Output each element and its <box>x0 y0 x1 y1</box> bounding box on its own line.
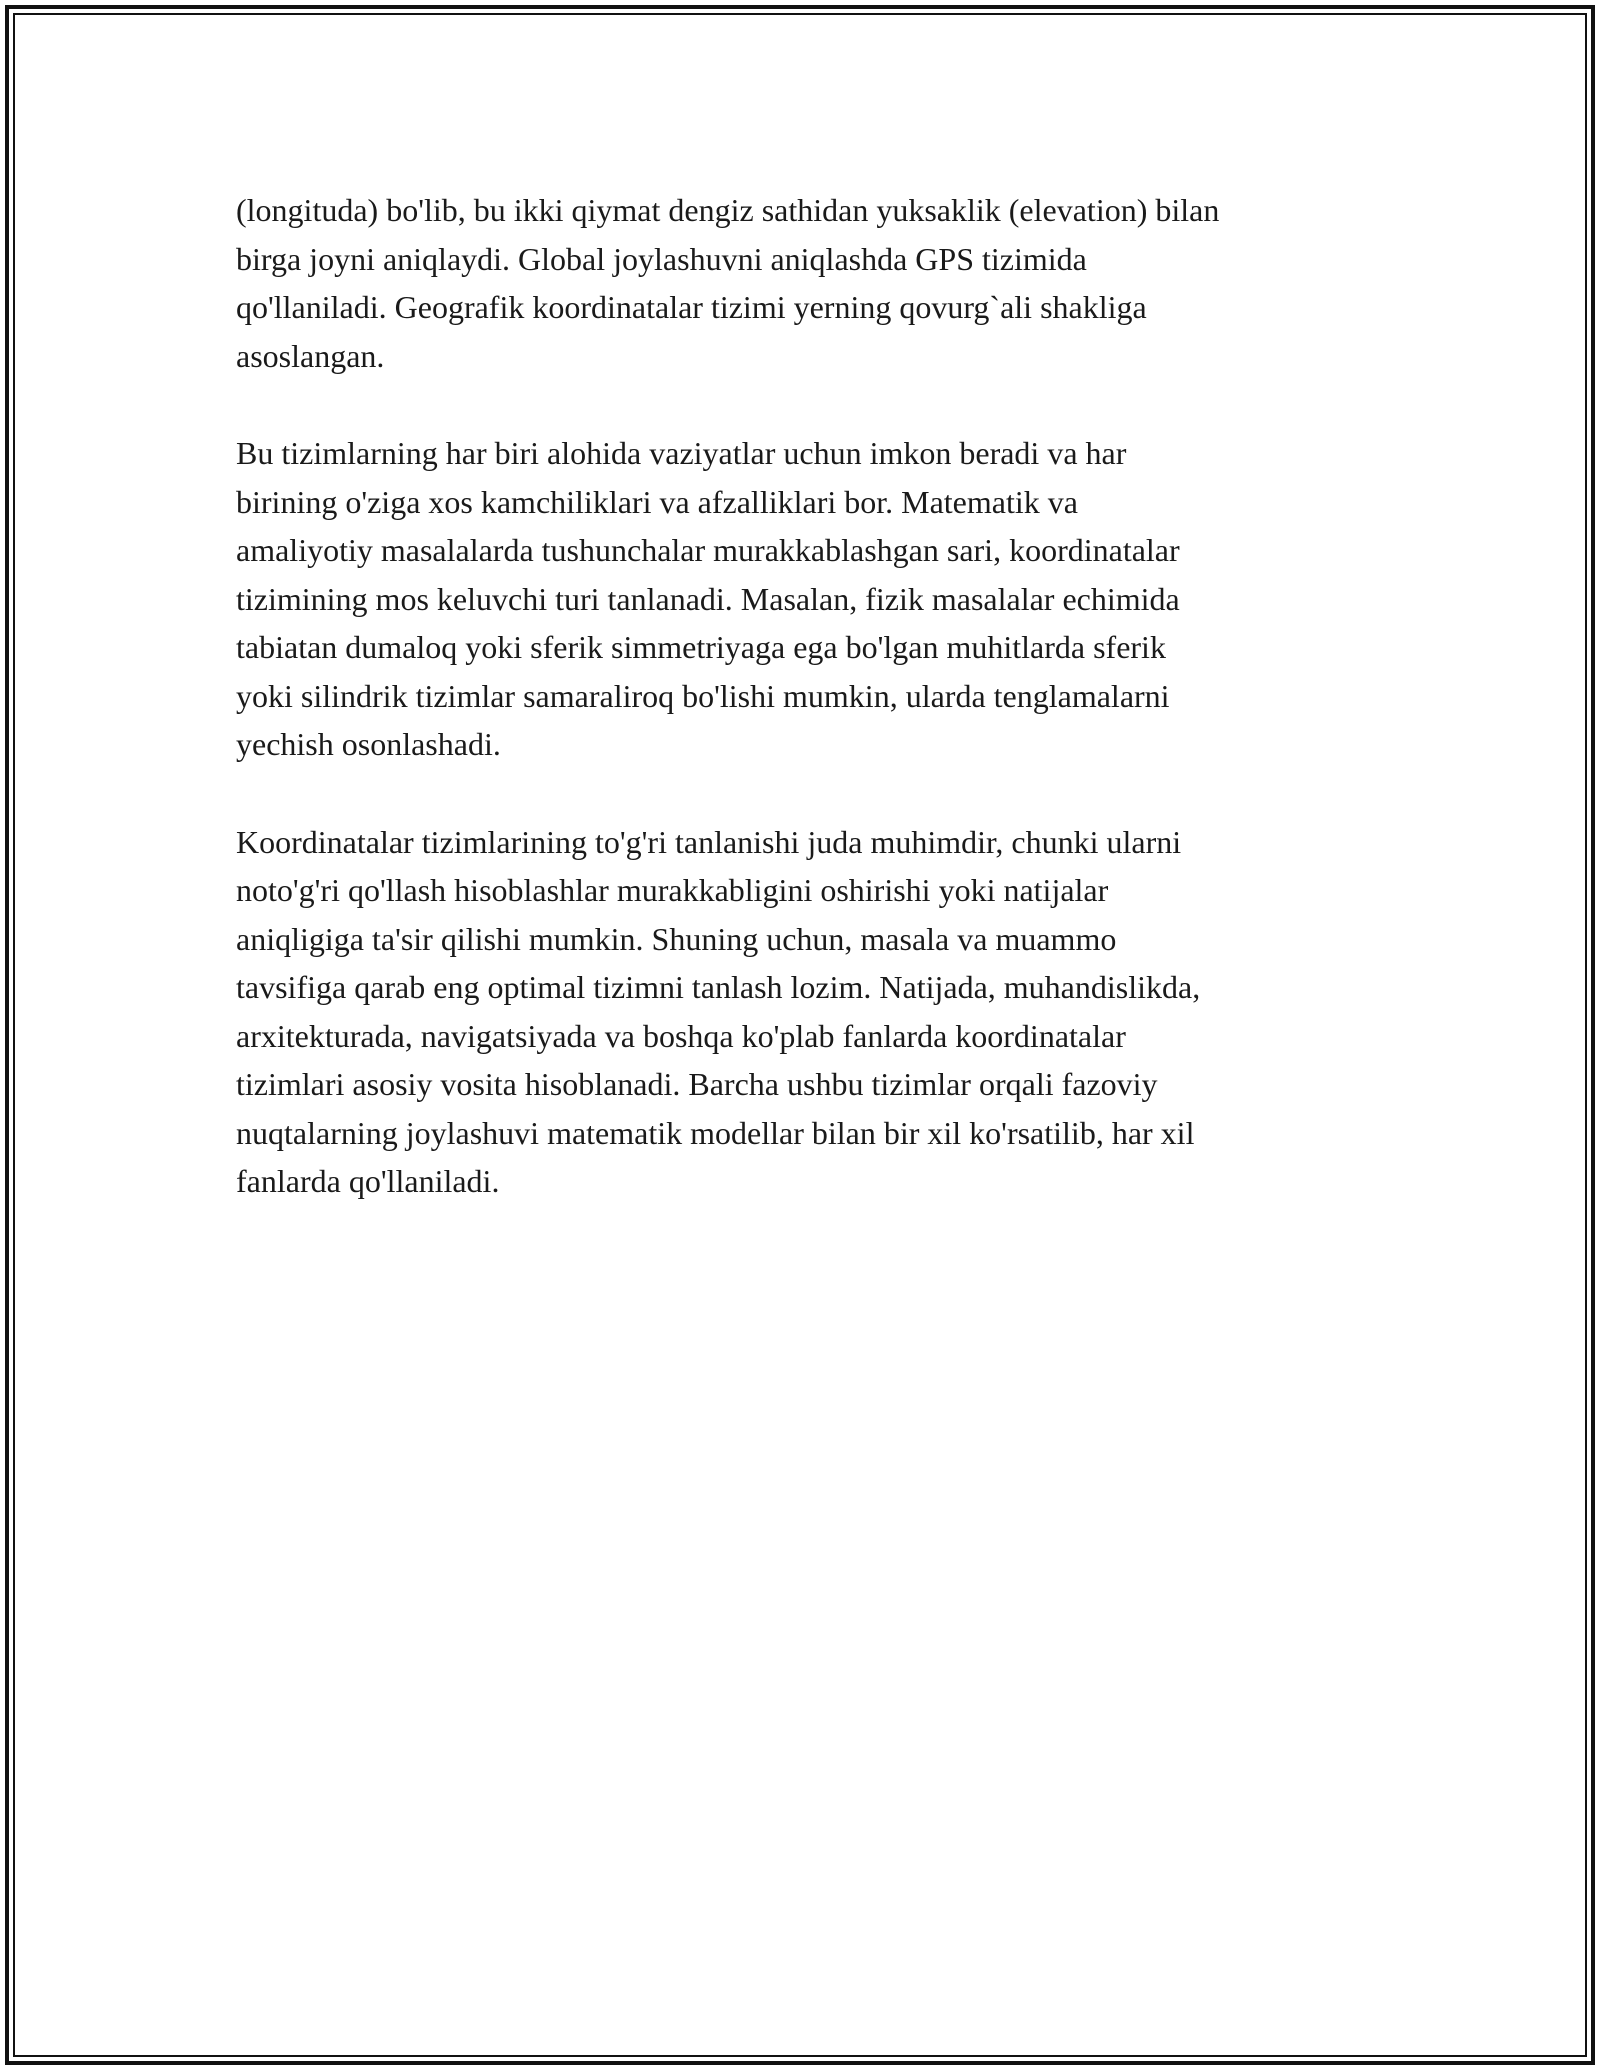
text-line: asoslangan. <box>236 337 385 374</box>
text-line: amaliyotiy masalalarda tushunchalar murakkablashgan sari, koordinatalar <box>236 532 1180 568</box>
text-line: birga joyni aniqlaydi. Global joylashuvni aniqlashda GPS tizimida <box>236 240 1087 277</box>
text-line: aniqligiga ta'sir qilishi mumkin. Shuning uchun, masala va muammo <box>236 920 1117 957</box>
paragraph-3 <box>236 818 1366 1206</box>
text-line: birining o'ziga xos kamchiliklari va afzalliklari bor. Matematik va <box>236 483 1078 520</box>
paragraph-2 <box>236 429 1366 769</box>
text-line: tizimlari asosiy vosita hisoblanadi. Barcha ushbu tizimlar orqali fazoviy <box>236 1066 1158 1102</box>
text-line: yechish osonlashadi. <box>236 726 501 762</box>
text-line: tavsifiga qarab eng optimal tizimni tanlash lozim. Natijada, muhandislikda, <box>236 969 1201 1005</box>
text-line: fanlarda qo'llaniladi. <box>236 1163 500 1199</box>
text-line: qo'llaniladi. Geografik koordinatalar tizimi yerning qovurg`ali shakliga <box>236 289 1147 325</box>
text-line: arxitekturada, navigatsiyada va boshqa ko'plab fanlarda koordinatalar <box>236 1017 1126 1054</box>
text-line: tabiatan dumaloq yoki sferik simmetriyaga ega bo'lgan muhitlarda sferik <box>236 629 1166 665</box>
text-line: nuqtalarning joylashuvi matematik modellar bilan bir xil ko'rsatilib, har xil <box>236 1114 1195 1151</box>
text-line: yoki silindrik tizimlar samaraliroq bo'lishi mumkin, ularda tenglamalarni <box>236 677 1170 714</box>
text-line: tizimining mos keluvchi turi tanlanadi. Masalan, fizik masalalar echimida <box>236 580 1180 617</box>
text-line: Bu tizimlarning har biri alohida vaziyatlar uchun imkon beradi va har <box>236 435 1127 471</box>
text-line: noto'g'ri qo'llash hisoblashlar murakkabligini oshirishi yoki natijalar <box>236 872 1109 908</box>
text-line: Koordinatalar tizimlarining to'g'ri tanlanishi juda muhimdir, chunki ularni <box>236 823 1182 860</box>
text-line: (longituda) bo'lib, bu ikki qiymat dengiz sathidan yuksaklik (elevation) bilan <box>236 192 1220 228</box>
paragraph-1 <box>236 186 1366 380</box>
document-body <box>236 186 1366 1255</box>
